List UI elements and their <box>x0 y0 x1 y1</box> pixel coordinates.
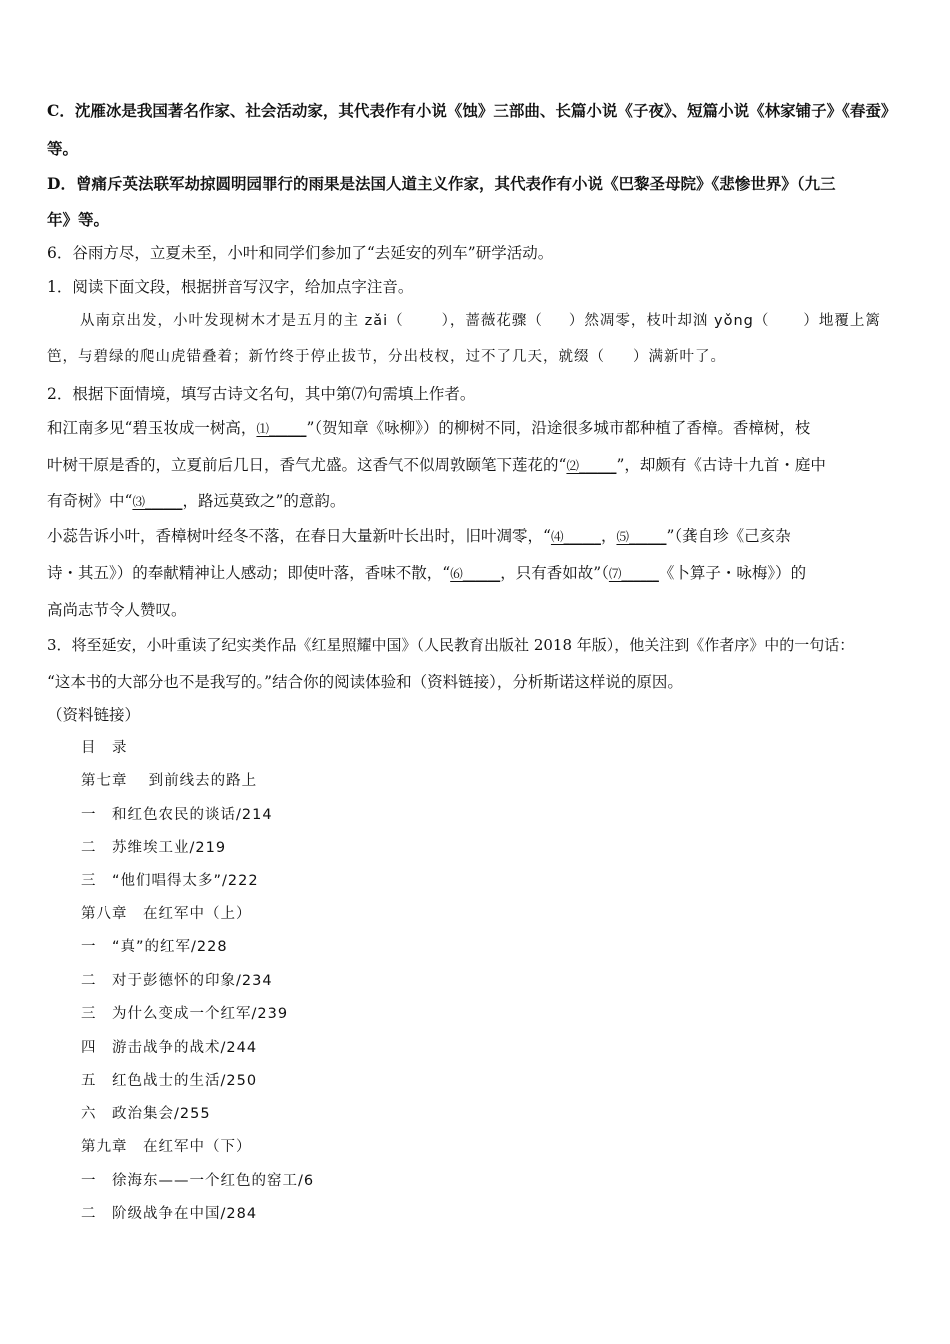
toc-item: 一 “真”的红军/228 <box>81 939 228 955</box>
toc-chapter-9: 第九章 在红军中（下） <box>81 1139 252 1155</box>
subquestion-3-line-2: “这本书的大部分也不是我写的。”结合你的阅读体验和（资料链接），分析斯诺这样说的原因。 <box>47 673 683 691</box>
toc-item: 一 和红色农民的谈话/214 <box>81 807 273 823</box>
poem-passage-line-1: 和江南多见“碧玉妆成一树高，⑴______”（贺知章《咏柳》）的柳树不同，沿途很多城市都种植了香樟。香樟树，枝 <box>47 419 811 437</box>
poem-blank-4[interactable]: ⑷______ <box>550 529 601 544</box>
subquestion-3-title: 3．将至延安，小叶重读了纪实类作品《红星照耀中国》（人民教育出版社 2018 年版），他关注到《作者序》中的一句话： <box>47 636 855 654</box>
poem-blank-2[interactable]: ⑵______ <box>566 458 617 473</box>
poem-passage-line-4: 小蕊告诉小叶，香樟树叶经冬不落，在春日大量新叶长出时，旧叶凋零，“⑷______，⑸______”（龚自珍《己亥杂 <box>47 527 791 545</box>
toc-item: 三 为什么变成一个红军/239 <box>81 1006 289 1022</box>
option-c-line-1: C．沈雁冰是我国著名作家、社会活动家，其代表作有小说《蚀》三部曲、长篇小说《子夜》、短篇小说《林家铺子》《春蚕》 <box>47 101 897 120</box>
toc-chapter-8: 第八章 在红军中（上） <box>81 906 252 922</box>
toc-item: 二 苏维埃工业/219 <box>81 840 227 856</box>
poem-passage-line-5: 诗・其五》）的奉献精神让人感动；即使叶落，香味不散，“⑹______，只有香如故”（⑺______《卜算子・咏梅》）的 <box>47 564 807 582</box>
question-6-intro: 6．谷雨方尽，立夏未至，小叶和同学们参加了“去延安的列车”研学活动。 <box>47 244 554 262</box>
poem-blank-5[interactable]: ⑸______ <box>616 529 667 544</box>
toc-item: 六 政治集会/255 <box>81 1106 211 1122</box>
option-c-line-2: 等。 <box>47 139 79 158</box>
poem-blank-1[interactable]: ⑴______ <box>256 421 307 436</box>
poem-passage-line-3: 有奇树》中“⑶______，路远莫致之”的意韵。 <box>47 492 346 510</box>
toc-heading: 目 录 <box>81 740 128 756</box>
poem-blank-3[interactable]: ⑶______ <box>132 494 183 509</box>
option-d-line-2: 年》等。 <box>47 210 110 229</box>
toc-item: 三 “他们唱得太多”/222 <box>81 873 259 889</box>
subquestion-2-title: 2．根据下面情境，填写古诗文名句，其中第⑺句需填上作者。 <box>47 385 476 403</box>
toc-item: 五 红色战士的生活/250 <box>81 1073 258 1089</box>
poem-blank-6[interactable]: ⑹______ <box>450 566 501 581</box>
pinyin-paragraph-line-1: 从南京出发，小叶发现树木才是五月的主 zǎi（ ），蔷薇花骤（ ）然凋零，枝叶却汹 yǒng（ ）地覆上篱 <box>80 313 881 329</box>
toc-item: 一 徐海东——一个红色的窑工/6 <box>81 1173 315 1189</box>
poem-blank-7[interactable]: ⑺______ <box>608 566 659 581</box>
poem-passage-line-6: 高尚志节令人赞叹。 <box>47 601 187 619</box>
toc-item: 四 游击战争的战术/244 <box>81 1040 258 1056</box>
toc-item: 二 对于彭德怀的印象/234 <box>81 973 273 989</box>
toc-item: 二 阶级战争在中国/284 <box>81 1206 258 1222</box>
poem-passage-line-2: 叶树干原是香的，立夏前后几日，香气尤盛。这香气不似周敦颐笔下莲花的“⑵______”，却颇有《古诗十九首・庭中 <box>47 456 826 474</box>
toc-chapter-7: 第七章 到前线去的路上 <box>81 773 258 789</box>
option-d-line-1: D．曾痛斥英法联军劫掠圆明园罪行的雨果是法国人道主义作家，其代表作有小说《巴黎圣母院》《悲惨世界》（九三 <box>47 174 836 193</box>
subquestion-1-title: 1．阅读下面文段，根据拼音写汉字，给加点字注音。 <box>47 278 414 296</box>
resource-link-label: （资料链接） <box>47 706 141 724</box>
pinyin-paragraph-line-2: 笆，与碧绿的爬山虎错叠着；新竹终于停止拔节，分出枝杈，过不了几天，就缀（ ）满新叶了。 <box>47 349 726 365</box>
